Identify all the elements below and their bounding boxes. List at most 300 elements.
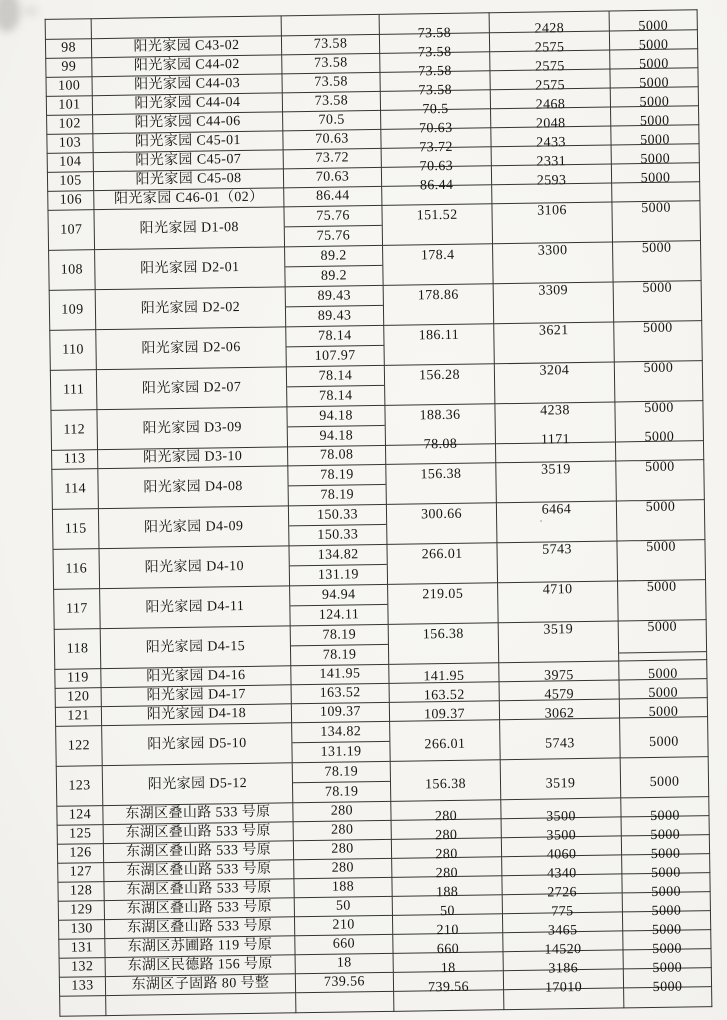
row-number: 132 [70, 959, 94, 975]
row-number-cell [46, 77, 92, 97]
area-stack [284, 206, 382, 246]
area-cell [290, 624, 389, 665]
area-stack [286, 286, 384, 326]
row-number-cell [47, 134, 93, 154]
area-cell [285, 285, 384, 326]
row-number-cell [48, 210, 95, 251]
amount-value: 3519 [543, 621, 574, 638]
area-stack [287, 366, 385, 406]
limit-value: 5000 [652, 960, 683, 976]
property-name-cell [99, 546, 290, 589]
area-stack [290, 585, 388, 625]
area-sub-value: 131.19 [320, 744, 362, 760]
property-name: 阳光家园 D4-16 [146, 667, 246, 685]
row-number: 121 [67, 708, 90, 724]
property-name: 东湖区叠山路 533 号原 [126, 861, 272, 879]
area-value: 280 [330, 822, 354, 838]
area-sub-value: 78.19 [293, 762, 390, 783]
row-number-cell [56, 766, 103, 807]
limit-value: 5000 [643, 360, 674, 376]
total-area-cell [383, 244, 494, 286]
limit-cell [616, 500, 705, 541]
amount-value: 3500 [546, 828, 577, 844]
row-number-cell [55, 707, 101, 727]
property-table [45, 9, 713, 1017]
area-sub-value: 78.19 [288, 465, 385, 486]
total-area-cell [391, 800, 501, 825]
area-cell [291, 664, 389, 684]
limit-value: 5000 [641, 200, 671, 216]
property-name: 阳光家园 D1-08 [139, 219, 239, 237]
area-value: 280 [331, 841, 354, 857]
property-name: 阳光家园 D5-10 [147, 735, 247, 752]
row-number: 116 [65, 560, 88, 577]
property-name: 阳光家园 C45-08 [135, 170, 242, 188]
row-number-cell [54, 629, 101, 670]
area-stack [293, 762, 391, 802]
area-value: 280 [331, 860, 354, 876]
total-area-value: 73.58 [417, 44, 452, 61]
amount-value: 3309 [538, 282, 569, 299]
row-number: 133 [71, 978, 94, 994]
total-area-cell [382, 177, 492, 206]
property-name: 阳光家园 D4-10 [144, 558, 245, 575]
row-number: 117 [65, 600, 88, 617]
row-number-cell [59, 920, 105, 940]
property-name: 阳光家园 D2-01 [140, 259, 240, 277]
limit-value: 5000 [640, 132, 670, 149]
row-number: 106 [59, 192, 83, 208]
row-number-cell [52, 450, 98, 470]
property-name: 阳光家园 C45-07 [135, 151, 242, 169]
area-stack [289, 545, 387, 585]
property-name: 东湖区子固路 80 号整 [131, 975, 270, 993]
row-number-cell [47, 115, 93, 135]
limit-cell [618, 620, 707, 661]
area-cell [282, 72, 380, 92]
area-value: 141.95 [319, 666, 361, 682]
area-stack [291, 625, 389, 665]
property-name: 阳光家园 D4-18 [146, 705, 247, 723]
row-number-cell [49, 250, 96, 291]
total-area-cell [385, 436, 495, 465]
area-cell [294, 877, 392, 897]
area-sub-value: 89.2 [285, 246, 382, 267]
limit-value: 5000 [642, 280, 673, 296]
total-area-value: 186.11 [418, 327, 460, 343]
limit-value: 5000 [640, 151, 671, 168]
area-sub-value: 75.76 [316, 228, 351, 244]
row-number-cell [45, 39, 91, 59]
strip-ghost-cell [106, 993, 296, 1016]
row-number: 104 [59, 154, 82, 170]
amount-cell [494, 362, 615, 404]
area-cell [283, 110, 381, 130]
row-number-cell [57, 806, 103, 826]
limit-value: 5000 [649, 774, 680, 790]
limit-value: 5000 [646, 539, 676, 555]
amount-value: 2575 [534, 40, 565, 56]
total-area-value: 50 [439, 903, 455, 920]
area-cell [291, 702, 389, 722]
row-number: 127 [69, 864, 92, 880]
amount-value: 17010 [544, 980, 583, 996]
amount-value: 2575 [534, 59, 565, 75]
total-area-value: 73.58 [417, 25, 452, 42]
area-cell [293, 801, 391, 821]
amount-value: 3519 [540, 461, 571, 478]
amount-cell [493, 242, 614, 284]
area-sub-value: 124.11 [318, 607, 360, 623]
area-value: 70.5 [318, 112, 345, 128]
limit-value: 5000 [648, 666, 678, 683]
total-area-cell [388, 583, 499, 625]
row-number: 98 [61, 40, 77, 56]
row-number-cell [53, 549, 100, 590]
area-sub-value: 89.43 [317, 308, 352, 324]
amount-cell [495, 432, 615, 463]
property-name: 阳光家园 D4-17 [146, 686, 246, 704]
amount-cell [496, 461, 617, 503]
total-area-cell [390, 720, 501, 762]
amount-value: 2331 [536, 154, 567, 170]
area-cell [295, 934, 393, 954]
area-cell [288, 464, 387, 505]
total-area-value: 163.52 [423, 687, 465, 704]
amount-value: 3465 [547, 923, 578, 939]
property-name: 阳光家园 C44-04 [134, 95, 241, 112]
property-name: 阳光家园 D2-07 [141, 379, 242, 396]
property-name: 东湖区苏圃路 119 号原 [127, 937, 273, 955]
amount-cell [496, 501, 617, 543]
property-name-cell [105, 955, 295, 977]
table-body [45, 10, 712, 1017]
total-area-cell [389, 663, 499, 684]
area-stack [285, 246, 383, 286]
area-cell [294, 915, 392, 935]
amount-cell [492, 202, 613, 244]
property-name-cell [94, 207, 285, 250]
row-number: 109 [61, 301, 84, 318]
total-area-cell [382, 204, 493, 246]
amount-value: 3062 [544, 706, 575, 722]
area-cell [285, 245, 384, 286]
amount-value: 3106 [537, 202, 567, 219]
total-area-value: 266.01 [424, 736, 466, 752]
property-name: 阳光家园 D4-08 [143, 478, 243, 495]
area-sub-value: 134.82 [292, 722, 389, 743]
area-value: 163.52 [319, 685, 361, 701]
area-sub-value: 89.2 [320, 268, 348, 284]
property-name-cell [95, 247, 286, 290]
limit-value: 5000 [649, 734, 679, 750]
amount-value: 4579 [544, 687, 575, 703]
property-name-cell [104, 898, 294, 920]
limit-cell [614, 361, 703, 402]
amount-value: 4710 [542, 581, 573, 598]
total-area-value: 280 [435, 827, 458, 844]
row-number: 130 [70, 921, 93, 937]
property-name: 东湖区叠山路 533 号原 [126, 880, 272, 898]
row-number: 124 [68, 807, 92, 823]
property-name-cell [94, 188, 284, 210]
limit-value: 5000 [648, 704, 679, 721]
area-cell [286, 325, 385, 366]
area-value: 188 [331, 879, 355, 895]
amount-cell [501, 798, 621, 825]
total-area-value: 141.95 [423, 668, 465, 685]
property-name: 阳光家园 D4-11 [145, 598, 245, 615]
row-number-cell [47, 153, 93, 173]
property-name: 阳光家园 D5-12 [147, 775, 248, 792]
property-name: 东湖区叠山路 533 号原 [125, 823, 271, 841]
area-value: 18 [336, 955, 352, 971]
amount-value: 775 [551, 904, 574, 920]
area-stack [288, 465, 386, 505]
limit-cell [621, 797, 709, 825]
amount-value: 3186 [548, 961, 579, 977]
area-cell [288, 504, 387, 545]
total-area-cell [388, 623, 499, 665]
property-name-cell [105, 917, 295, 939]
area-cell [295, 972, 393, 992]
area-value: 86.44 [315, 188, 350, 204]
amount-value: 5743 [545, 735, 575, 752]
property-name: 阳光家园 C43-02 [133, 38, 240, 55]
property-name: 阳光家园 C45-01 [134, 133, 242, 150]
row-number: 111 [62, 381, 85, 398]
area-value: 109.37 [319, 704, 362, 720]
row-number-cell [54, 589, 101, 630]
limit-value: 5000 [646, 579, 677, 595]
area-cell [281, 34, 379, 54]
property-name-cell [96, 367, 287, 410]
limit-value: 5000 [638, 56, 669, 73]
limit-value: 5000 [638, 18, 669, 35]
property-name-cell [100, 626, 291, 669]
total-area-value: 280 [435, 846, 458, 863]
row-number: 126 [69, 845, 92, 861]
limit-cell [616, 460, 705, 501]
limit-value: 5000 [650, 808, 680, 825]
property-name: 阳光家园 D3-09 [142, 419, 242, 436]
amount-value: 3204 [539, 362, 570, 379]
area-sub-value: 134.82 [289, 545, 386, 566]
total-area-value: 660 [436, 941, 460, 958]
area-sub-value: 150.33 [289, 505, 386, 526]
limit-value: 5000 [639, 75, 670, 92]
property-name-cell [95, 287, 286, 330]
table-sheet [45, 9, 713, 1017]
total-area-value: 178.86 [417, 287, 459, 303]
limit-value: 5000 [650, 846, 681, 862]
property-name-cell [102, 723, 293, 766]
limit-cell [613, 241, 702, 282]
row-number: 107 [60, 221, 83, 238]
row-number: 125 [69, 826, 92, 842]
limit-value: 5000 [638, 37, 669, 54]
scan-smudge [24, 6, 38, 16]
limit-value: 5000 [650, 865, 681, 881]
area-stack [287, 406, 385, 446]
property-name: 阳光家园 D4-09 [143, 518, 244, 535]
amount-value: 2428 [534, 21, 565, 37]
row-number-cell [48, 191, 94, 211]
property-name: 阳光家园 D2-02 [140, 299, 241, 317]
row-number: 129 [70, 902, 93, 918]
total-area-value: 156.28 [418, 367, 461, 383]
area-cell [283, 129, 381, 149]
area-cell [295, 953, 393, 973]
total-area-value: 219.05 [422, 586, 464, 602]
total-area-cell [387, 543, 498, 585]
property-name-cell [96, 327, 287, 370]
limit-value: 5000 [642, 320, 673, 336]
row-number-cell [46, 58, 92, 78]
area-sub-value: 94.94 [290, 585, 387, 606]
area-cell [284, 205, 383, 246]
area-value: 73.58 [313, 36, 348, 52]
row-number: 131 [70, 940, 94, 956]
property-name-cell [103, 822, 293, 844]
amount-value: 2575 [535, 78, 566, 94]
limit-value: 5000 [648, 685, 679, 702]
area-value: 660 [332, 936, 356, 952]
total-area-value: 78.08 [423, 436, 458, 453]
amount-value: 5743 [542, 541, 572, 558]
row-number: 110 [62, 341, 84, 358]
strip-ghost-cell [91, 16, 281, 39]
row-number-cell [55, 669, 101, 689]
total-area-value: 73.58 [418, 63, 452, 80]
limit-value: 5000 [651, 884, 682, 900]
row-number: 100 [57, 78, 81, 94]
total-area-value: 109.37 [423, 706, 466, 723]
row-number-cell [58, 901, 104, 921]
total-area-value: 266.01 [421, 546, 463, 562]
limit-cell [619, 660, 707, 683]
limit-value: 5000 [651, 903, 682, 919]
limit-value: 5000 [651, 922, 682, 938]
property-name-cell [104, 860, 294, 882]
strip-ghost-cell [281, 14, 379, 35]
strip-ghost-cell [45, 19, 91, 40]
limit-value: 5000 [644, 459, 675, 475]
total-area-value: 70.5 [422, 101, 449, 118]
property-name-cell [105, 936, 295, 958]
area-cell [287, 405, 386, 446]
row-number-cell [47, 172, 93, 192]
row-number: 128 [69, 883, 93, 899]
row-number-cell [56, 726, 103, 767]
row-number-cell [49, 290, 96, 331]
property-name: 阳光家园 D2-06 [141, 339, 241, 356]
limit-value: 5000 [652, 979, 683, 995]
total-area-value: 210 [436, 922, 459, 939]
property-name-cell [98, 466, 289, 509]
row-number-cell [57, 844, 103, 864]
property-name-cell [104, 879, 294, 901]
property-name: 阳光家园 D3-10 [142, 449, 243, 466]
area-cell [289, 544, 388, 585]
row-number: 113 [63, 451, 86, 467]
row-number: 114 [64, 480, 87, 497]
amount-cell [500, 718, 621, 760]
area-sub-value: 78.19 [320, 487, 355, 503]
total-area-value: 739.56 [427, 979, 470, 996]
area-sub-value: 150.33 [317, 527, 359, 543]
property-name: 阳光家园 D4-15 [145, 638, 246, 655]
amount-cell [497, 541, 618, 583]
property-name: 阳光家园 C44-06 [134, 114, 241, 131]
area-value: 78.08 [319, 447, 354, 463]
area-value: 280 [330, 803, 354, 819]
total-area-value: 280 [434, 808, 458, 825]
property-name: 阳光家园 C44-03 [134, 76, 241, 93]
total-area-value: 178.4 [420, 247, 455, 263]
area-cell [294, 858, 392, 878]
row-number: 120 [66, 689, 90, 705]
area-sub-value: 89.43 [286, 286, 383, 307]
row-number-cell [52, 469, 99, 510]
amount-cell [500, 758, 621, 800]
area-cell [293, 839, 391, 859]
area-sub-value: 78.14 [287, 366, 384, 387]
limit-value: 5000 [640, 170, 671, 187]
total-area-value: 280 [435, 865, 459, 882]
total-area-cell [384, 324, 495, 366]
amount-value: 4238 [540, 402, 570, 419]
total-area-value: 156.38 [420, 466, 462, 482]
amount-value: 3300 [537, 242, 568, 259]
property-name: 东湖区叠山路 533 号原 [125, 842, 272, 860]
row-number: 112 [63, 421, 86, 438]
total-area-cell [390, 760, 501, 802]
limit-value: 5000 [639, 113, 670, 130]
property-name-cell [103, 803, 293, 825]
row-number-cell [59, 939, 105, 959]
area-value: 73.58 [313, 55, 348, 71]
amount-cell [494, 322, 615, 364]
row-number: 101 [58, 97, 81, 113]
amount-value: 2048 [535, 116, 566, 132]
area-cell [294, 896, 392, 916]
amount-value: 4060 [546, 847, 577, 863]
amount-value: 2468 [535, 97, 566, 113]
area-value: 50 [335, 898, 351, 914]
row-number: 115 [64, 520, 87, 537]
amount-cell [499, 661, 619, 682]
property-name-cell [103, 841, 293, 863]
area-value: 73.58 [314, 93, 349, 109]
amount-value: 14520 [544, 942, 582, 958]
area-cell [293, 820, 391, 840]
amount-cell [493, 282, 614, 324]
row-number: 99 [61, 59, 77, 75]
area-value: 73.72 [315, 150, 350, 166]
total-area-value: 70.63 [418, 120, 453, 137]
area-sub-value: 131.19 [317, 567, 359, 583]
area-cell [286, 365, 385, 406]
row-number-cell [50, 370, 97, 411]
limit-value: 5000 [644, 400, 674, 416]
total-area-cell [384, 364, 495, 406]
area-stack [286, 326, 384, 366]
area-value: 70.63 [315, 131, 349, 147]
area-cell [283, 148, 381, 168]
property-name: 东湖区民德路 156 号原 [127, 956, 273, 974]
area-sub-value: 78.14 [286, 326, 383, 347]
